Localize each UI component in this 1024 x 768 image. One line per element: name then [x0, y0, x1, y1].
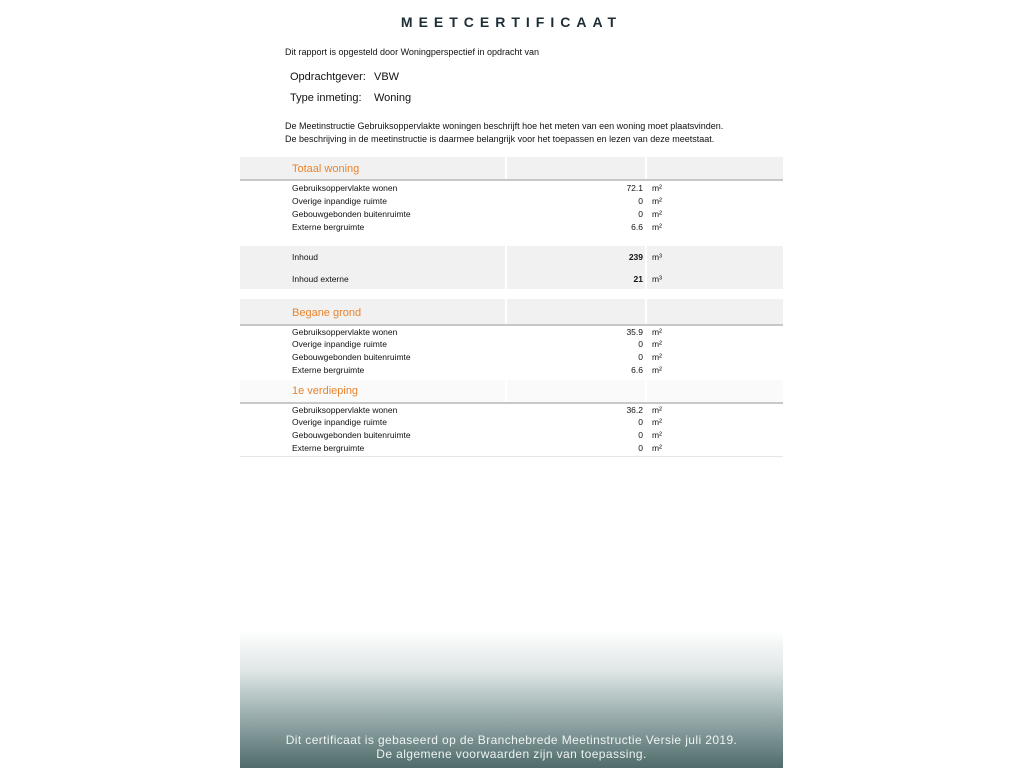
row-unit: m²: [652, 365, 662, 375]
row-name: Externe bergruimte: [292, 222, 365, 232]
row-value: 36.2: [626, 405, 643, 415]
row-value: 6.6: [631, 222, 643, 232]
row-name: Externe bergruimte: [292, 443, 365, 453]
row-value: 72.1: [626, 183, 643, 193]
table-bottom-edge: [240, 456, 783, 457]
row-unit: m²: [652, 339, 662, 349]
certificate-page: [240, 0, 783, 768]
row-name: Gebouwgebonden buitenruimte: [292, 430, 411, 440]
client-row: [290, 71, 399, 83]
row-name: Gebruiksoppervlakte wonen: [292, 327, 398, 337]
description-line-2: De beschrijving in de meetinstructie is daarmee belangrijk voor het toepassen en lezen van deze meetstaat.: [285, 134, 715, 144]
table-row: [240, 443, 783, 456]
row-name: Gebruiksoppervlakte wonen: [292, 183, 398, 193]
inhoud-row: [240, 252, 783, 265]
section-title-totaal: Totaal woning: [292, 163, 360, 175]
row-name: Gebruiksoppervlakte wonen: [292, 405, 398, 415]
type-row: [290, 92, 411, 104]
row-name: Inhoud: [292, 252, 318, 262]
row-unit: m²: [652, 183, 662, 193]
row-value: 0: [638, 352, 643, 362]
row-unit: m²: [652, 222, 662, 232]
document-title: MEETCERTIFICAAT: [400, 14, 623, 30]
client-label: Opdrachtgever:: [290, 71, 366, 83]
row-value: 0: [638, 430, 643, 440]
table-row: [240, 183, 783, 196]
table-row: [240, 209, 783, 222]
row-name: Overige inpandige ruimte: [292, 196, 387, 206]
row-unit: m³: [652, 274, 662, 284]
row-value: 0: [638, 209, 643, 219]
row-name: Gebouwgebonden buitenruimte: [292, 352, 411, 362]
row-value: 35.9: [626, 327, 643, 337]
row-unit: m²: [652, 405, 662, 415]
section-title-eerste-verdieping: 1e verdieping: [292, 385, 359, 397]
row-value: 0: [638, 196, 643, 206]
row-unit: m²: [652, 196, 662, 206]
description-line-1: De Meetinstructie Gebruiksoppervlakte woningen beschrijft hoe het meten van een woning moet plaatsvinden.: [285, 121, 724, 131]
row-unit: m³: [652, 252, 662, 262]
row-unit: m²: [652, 327, 662, 337]
table-row: [240, 417, 783, 430]
table-row: [240, 222, 783, 235]
type-label: Type inmeting:: [290, 92, 362, 104]
section-divider: [240, 179, 783, 181]
row-name: Gebouwgebonden buitenruimte: [292, 209, 411, 219]
row-name: Externe bergruimte: [292, 365, 365, 375]
row-unit: m²: [652, 430, 662, 440]
table-row: [240, 430, 783, 443]
type-value: Woning: [374, 92, 412, 104]
row-unit: m²: [652, 417, 662, 427]
section-divider: [240, 324, 783, 326]
row-value: 6.6: [631, 365, 643, 375]
row-unit: m²: [652, 352, 662, 362]
table-row: [240, 352, 783, 365]
section-divider: [240, 402, 783, 404]
table-row: [240, 339, 783, 352]
row-value: 0: [638, 417, 643, 427]
footer: [240, 630, 783, 768]
description: [285, 120, 723, 146]
intro-text: Dit rapport is opgesteld door Woningperspectief in opdracht van: [285, 47, 539, 57]
footer-line-1: Dit certificaat is gebaseerd op de Branchebrede Meetinstructie Versie juli 2019.: [285, 733, 738, 747]
row-unit: m²: [652, 443, 662, 453]
row-value: 0: [638, 443, 643, 453]
table-row: [240, 365, 783, 378]
row-value: 21: [633, 274, 643, 284]
row-unit: m²: [652, 209, 662, 219]
section-title-begane-grond: Begane grond: [292, 307, 362, 319]
row-name: Inhoud externe: [292, 274, 349, 284]
row-name: Overige inpandige ruimte: [292, 339, 387, 349]
row-value: 0: [638, 339, 643, 349]
row-name: Overige inpandige ruimte: [292, 417, 387, 427]
client-value: VBW: [374, 71, 400, 83]
footer-line-2: De algemene voorwaarden zijn van toepassing.: [376, 747, 647, 761]
inhoud-externe-row: [240, 274, 783, 287]
row-value: 239: [628, 252, 643, 262]
table-row: [240, 196, 783, 209]
